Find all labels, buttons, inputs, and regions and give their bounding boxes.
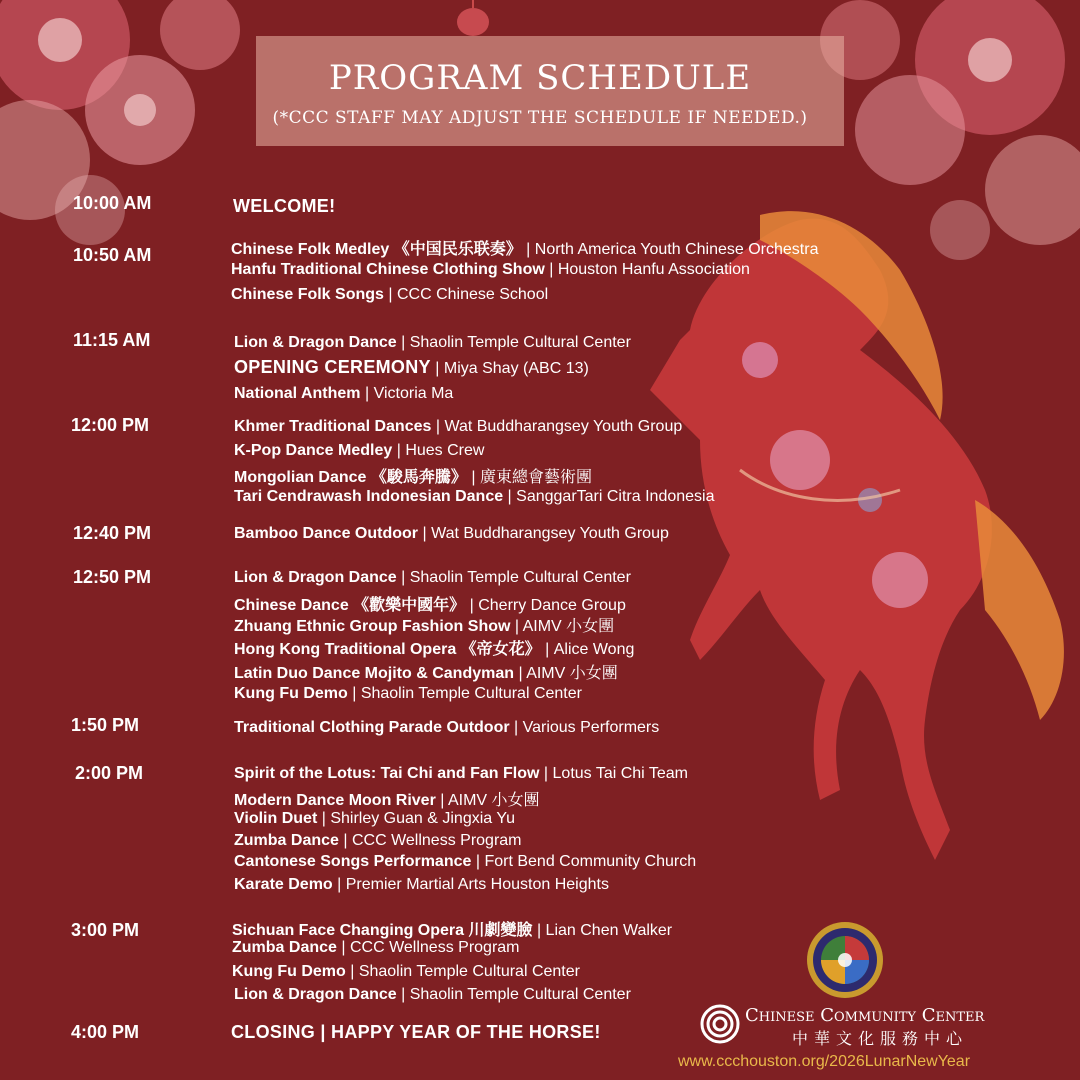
org-name: Chinese Community Center: [745, 1005, 985, 1026]
schedule-item: K-Pop Dance Medley | Hues Crew: [234, 442, 485, 459]
schedule-item: Mongolian Dance 《駿馬奔騰》 | 廣東總會藝術團: [234, 469, 592, 486]
lantern-icon: [457, 0, 489, 36]
page-title: PROGRAM SCHEDULE: [328, 58, 752, 98]
schedule-item: Cantonese Songs Performance | Fort Bend Community Church: [234, 853, 697, 870]
time-slot: 11:15 AM: [73, 330, 151, 350]
schedule-item: Khmer Traditional Dances | Wat Buddharangsey Youth Group: [234, 418, 683, 435]
schedule-item: Bamboo Dance Outdoor | Wat Buddharangsey Youth Group: [234, 525, 669, 542]
schedule-item: Kung Fu Demo | Shaolin Temple Cultural Center: [234, 685, 582, 702]
flower-cluster-top-right: [820, 0, 1080, 260]
schedule-item: Modern Dance Moon River | AIMV 小女團: [234, 792, 540, 809]
schedule-item: Zhuang Ethnic Group Fashion Show | AIMV 小女團: [234, 618, 615, 635]
schedule-item: Latin Duo Dance Mojito & Candyman | AIMV 小女團: [234, 665, 618, 682]
schedule-item: CLOSING | HAPPY YEAR OF THE HORSE!: [231, 1022, 601, 1042]
org-name-cn: 中華文化服務中心: [792, 1029, 969, 1048]
schedule-item: Chinese Folk Songs | CCC Chinese School: [231, 286, 549, 303]
district-badge-icon: [805, 920, 885, 1000]
schedule-item: Zumba Dance | CCC Wellness Program: [234, 832, 522, 849]
time-slot: 10:50 AM: [73, 245, 152, 265]
time-slot: 12:00 PM: [71, 415, 150, 435]
time-slot: 12:50 PM: [73, 567, 152, 587]
schedule-item: Tari Cendrawash Indonesian Dance | SanggarTari Citra Indonesia: [234, 488, 715, 505]
schedule-item: Lion & Dragon Dance | Shaolin Temple Cultural Center: [234, 569, 631, 586]
time-slot: 12:40 PM: [73, 523, 152, 543]
schedule-item: Lion & Dragon Dance | Shaolin Temple Cultural Center: [234, 334, 631, 351]
schedule-item: Violin Duet | Shirley Guan & Jingxia Yu: [234, 810, 516, 827]
horse-illustration: [650, 211, 1064, 860]
schedule-item: Karate Demo | Premier Martial Arts Houston Heights: [234, 876, 609, 893]
schedule-item: Lion & Dragon Dance | Shaolin Temple Cultural Center: [234, 986, 631, 1003]
schedule-item: WELCOME!: [233, 196, 336, 216]
event-url[interactable]: www.ccchouston.org/2026LunarNewYear: [678, 1053, 971, 1070]
time-slot: 3:00 PM: [71, 920, 140, 940]
time-slot: 4:00 PM: [71, 1022, 140, 1042]
schedule-item: Traditional Clothing Parade Outdoor | Various Performers: [234, 719, 660, 736]
time-slot: 1:50 PM: [71, 715, 140, 735]
schedule-item: Hong Kong Traditional Opera 《帝女花》 | Alice Wong: [234, 641, 635, 658]
schedule-item: Hanfu Traditional Chinese Clothing Show | Houston Hanfu Association: [231, 261, 750, 278]
time-slot: 2:00 PM: [75, 763, 144, 783]
schedule-item: Sichuan Face Changing Opera 川劇變臉 | Lian Chen Walker: [232, 922, 673, 939]
schedule-item: Kung Fu Demo | Shaolin Temple Cultural Center: [232, 963, 580, 980]
schedule-item: OPENING CEREMONY | Miya Shay (ABC 13): [234, 357, 589, 377]
schedule-item: Chinese Dance 《歡樂中國年》 | Cherry Dance Group: [234, 597, 626, 614]
schedule-item: Chinese Folk Medley 《中国民乐联奏》 | North America Youth Chinese Orchestra: [231, 241, 819, 258]
ccc-logo-icon: [700, 1004, 740, 1044]
schedule-item: Zumba Dance | CCC Wellness Program: [232, 939, 520, 956]
schedule-item: National Anthem | Victoria Ma: [234, 385, 454, 402]
page-subtitle: (*CCC STAFF MAY ADJUST THE SCHEDULE IF NEEDED.): [272, 108, 808, 128]
schedule-item: Spirit of the Lotus: Tai Chi and Fan Flow | Lotus Tai Chi Team: [234, 765, 688, 782]
time-slot: 10:00 AM: [73, 193, 152, 213]
